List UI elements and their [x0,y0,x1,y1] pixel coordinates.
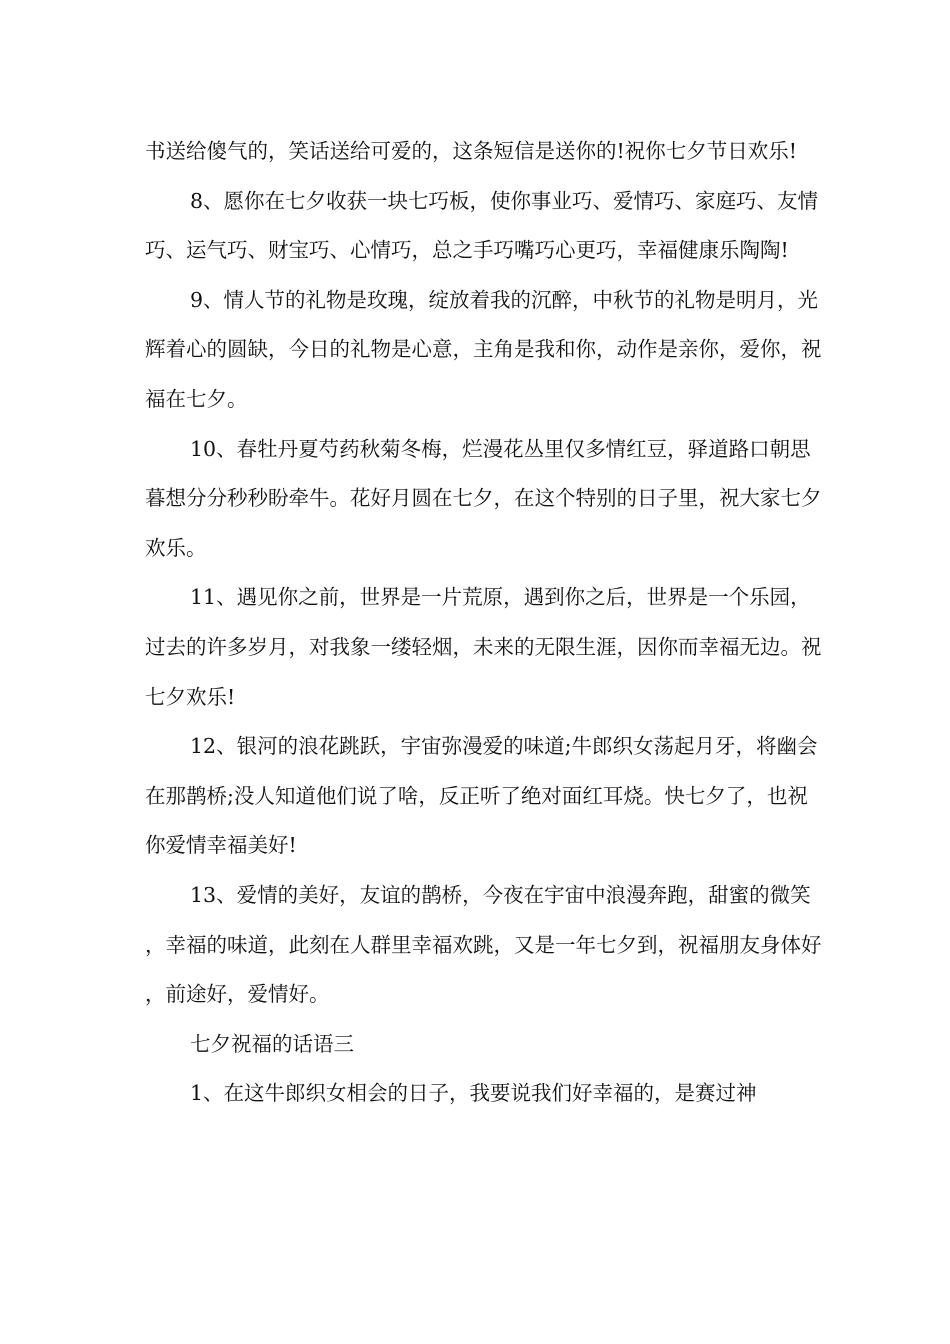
paragraph-item-12: 12、银河的浪花跳跃，宇宙弥漫爱的味道;牛郎织女荡起月牙，将幽会在那鹊桥;没人知道他们说了啥，反正听了绝对面红耳烧。快七夕了，也祝你爱情幸福美好! [145,734,818,858]
paragraph-item-1: 1、在这牛郎织女相会的日子，我要说我们好幸福的，是赛过神 [190,1081,757,1106]
paragraph-item-9: 9、情人节的礼物是玫瑰，绽放着我的沉醉，中秋节的礼物是明月，光辉着心的圆缺，今日的礼物是心意，主角是我和你，动作是亲你，爱你，祝福在七夕。 [145,287,822,411]
paragraph-item-13: 13、爱情的美好，友谊的鹊桥，今夜在宇宙中浪漫奔跑，甜蜜的微笑，幸福的味道，此刻在人群里幸福欢跳，又是一年七夕到，祝福朋友身体好，前途好，爱情好。 [145,882,822,1007]
paragraph-item-11: 11、遇见你之前，世界是一片荒原，遇到你之后，世界是一个乐园，过去的许多岁月，对我象一缕轻烟，未来的无限生涯，因你而幸福无边。祝七夕欢乐! [145,585,822,709]
paragraph-item-8: 8、愿你在七夕收获一块七巧板，使你事业巧、爱情巧、家庭巧、友情巧、运气巧、财宝巧、心情巧，总之手巧嘴巧心更巧，幸福健康乐陶陶! [145,188,819,263]
document-body [145,127,825,1119]
section-heading: 七夕祝福的话语三 [190,1031,354,1056]
paragraph-item-10: 10、春牡丹夏芍药秋菊冬梅，烂漫花丛里仅多情红豆，驿道路口朝思暮想分分秒秒盼牵牛。花好月圆在七夕，在这个特别的日子里，祝大家七夕欢乐。 [145,436,822,560]
paragraph-continuation: 书送给傻气的，笑话送给可爱的，这条短信是送你的!祝你七夕节日欢乐! [145,139,797,163]
